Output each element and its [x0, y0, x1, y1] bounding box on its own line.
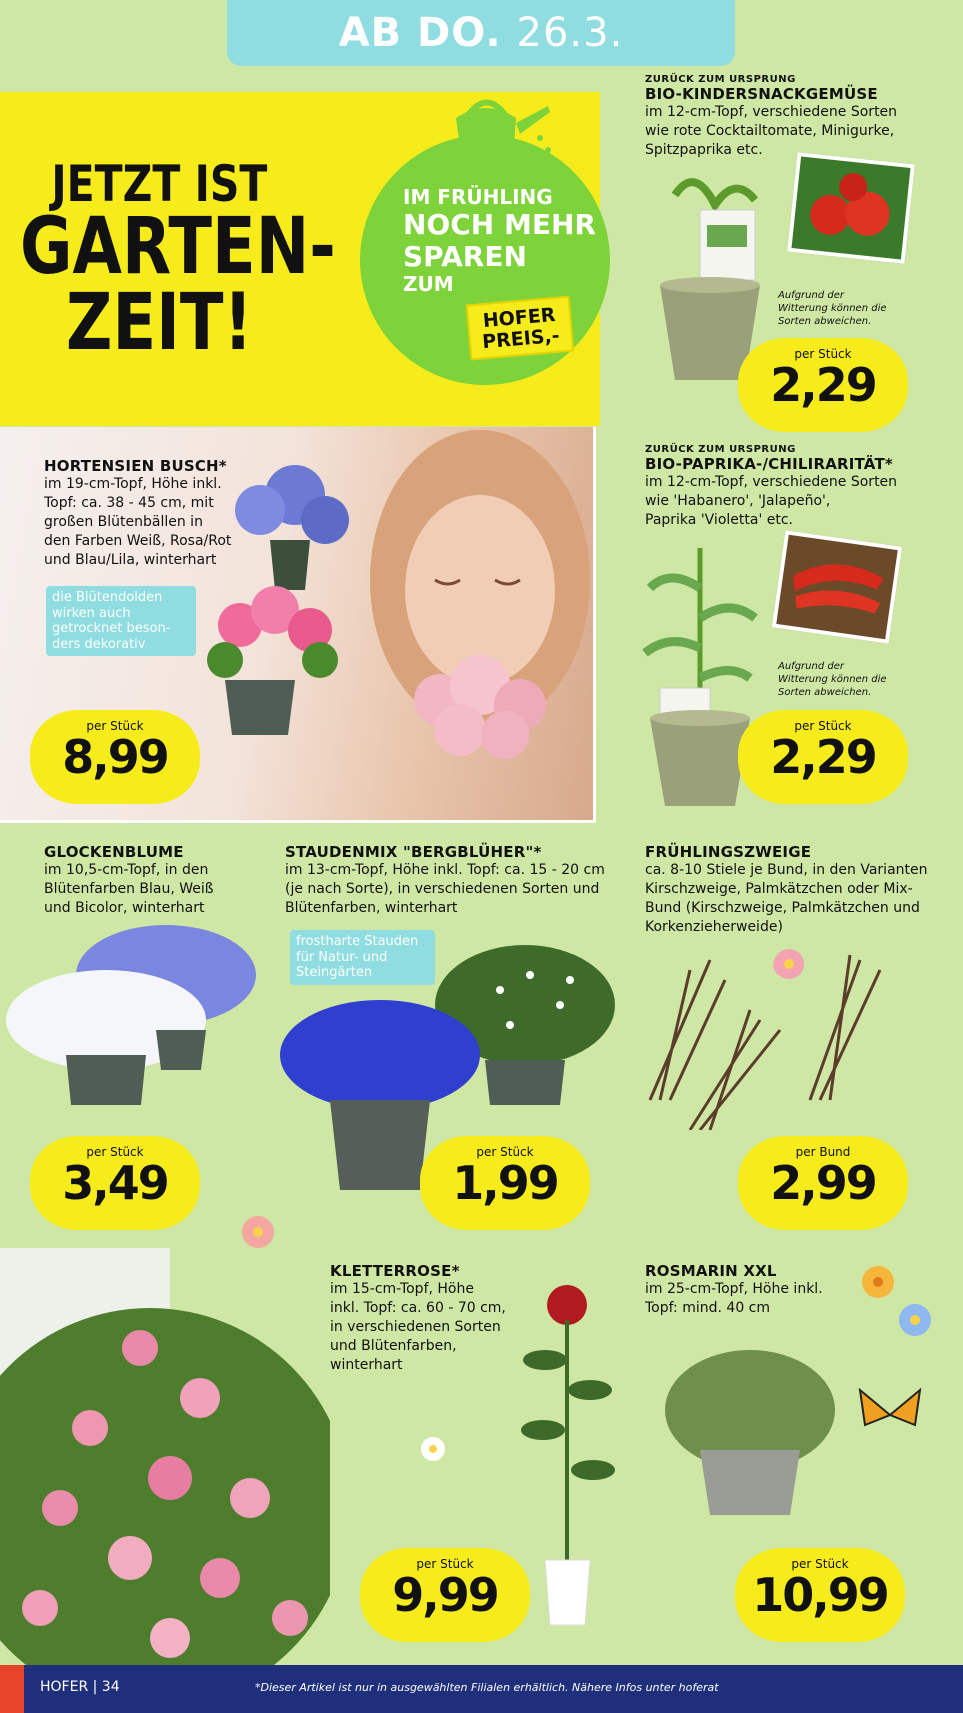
product-desc-1: im 12-cm-Topf, verschiedene Sorten	[645, 104, 898, 120]
hydrangea-plants-image	[180, 450, 390, 740]
bellflower-plants-image	[6, 920, 266, 1120]
product-desc-4: den Farben Weiß, Rosa/Rot	[44, 532, 232, 549]
flower-icon	[858, 1262, 898, 1302]
flower-icon	[895, 1300, 935, 1340]
product-desc-1: im 10,5-cm-Topf, in den	[44, 862, 209, 878]
price-unit: per Stück	[791, 1557, 849, 1571]
product-rosmarin	[645, 1262, 865, 1318]
product-glockenblume	[44, 843, 274, 918]
promo-line3: SPAREN	[403, 240, 527, 274]
flower-icon	[770, 945, 808, 983]
product-kindersnack	[645, 74, 955, 160]
product-name: STAUDENMIX "BERGBLÜHER"*	[285, 843, 542, 861]
product-name: HORTENSIEN BUSCH*	[44, 457, 227, 475]
price-tag	[738, 338, 908, 432]
price-unit: per Stück	[794, 347, 852, 361]
promo-line1: IM FRÜHLING	[403, 185, 553, 209]
price-value: 3,49	[62, 1156, 168, 1210]
flower-icon	[418, 1434, 448, 1464]
price-value: 1,99	[452, 1156, 558, 1210]
product-desc-1: im 15-cm-Topf, Höhe	[330, 1281, 474, 1297]
price-value: 9,99	[392, 1568, 498, 1622]
product-desc-3: in verschiedenen Sorten	[330, 1318, 501, 1335]
price-tag	[30, 710, 200, 804]
note-line3: Sorten abweichen.	[778, 687, 872, 698]
info-line2: wirken auch	[52, 605, 131, 621]
product-desc-1: im 25-cm-Topf, Höhe inkl.	[645, 1281, 823, 1297]
footer-note: *Dieser Artikel ist nur in ausgewählten Filialen erhältlich. Nähere Infos unter hoferat	[255, 1681, 719, 1694]
product-name: ROSMARIN XXL	[645, 1262, 777, 1280]
product-desc-2: (je nach Sorte), in verschiedenen Sorten und	[285, 880, 600, 897]
product-desc-1: im 13-cm-Topf, Höhe inkl. Topf: ca. 15 - 20 cm	[285, 862, 605, 878]
price-unit: per Stück	[86, 719, 144, 733]
page-number: HOFER | 34	[40, 1679, 120, 1695]
info-box	[46, 586, 196, 656]
retro-label: ZURÜCK ZUM URSPRUNG	[645, 444, 796, 455]
price-unit: per Bund	[795, 1145, 851, 1159]
chili-photo	[772, 530, 902, 643]
price-value: 10,99	[752, 1568, 888, 1622]
info-line1: frostharte Stauden	[296, 934, 419, 949]
product-paprika	[645, 444, 955, 530]
butterfly-icon	[855, 1385, 925, 1445]
product-desc-2: inkl. Topf: ca. 60 - 70 cm,	[330, 1299, 506, 1316]
price-tag	[738, 1136, 908, 1230]
product-desc-3: und Bicolor, winterhart	[44, 899, 205, 916]
price-tag	[360, 1548, 530, 1642]
product-desc-3: Spitzpaprika etc.	[645, 141, 763, 158]
product-staudenmix	[285, 843, 605, 918]
price-value: 2,29	[770, 730, 876, 784]
promo-line4: ZUM	[403, 272, 454, 297]
product-desc-2: wie 'Habanero', 'Jalapeño',	[645, 492, 831, 509]
price-tag	[738, 710, 908, 804]
price-tag	[735, 1548, 905, 1642]
info-line1: die Blütendolden	[52, 590, 163, 605]
price-unit: per Stück	[86, 1145, 144, 1159]
price-value: 8,99	[62, 730, 168, 784]
product-desc-1: im 19-cm-Topf, Höhe inkl.	[44, 476, 222, 492]
price-tag	[420, 1136, 590, 1230]
note-line1: Aufgrund der	[778, 290, 844, 301]
note-line1: Aufgrund der	[778, 661, 844, 672]
date-value: 26.3.	[516, 10, 624, 56]
hofer-preis-badge	[466, 296, 574, 361]
note-line2: Witterung können die	[778, 674, 887, 685]
hero-title-line2: GARTEN-	[20, 202, 336, 292]
product-desc-2: Kirschzweige, Palmkätzchen oder Mix-	[645, 880, 913, 897]
hero-title-line1: JETZT IST	[51, 155, 268, 213]
product-name: FRÜHLINGSZWEIGE	[645, 843, 812, 861]
price-unit: per Stück	[794, 719, 852, 733]
badge-line1: HOFER	[481, 303, 557, 333]
product-desc-3: Bund (Kirschzweige, Palmkätzchen und	[645, 899, 920, 916]
product-desc-1: im 12-cm-Topf, verschiedene Sorten	[645, 474, 898, 490]
product-desc-5: winterhart	[330, 1356, 403, 1373]
product-desc-3: großen Blütenbällen in	[44, 513, 203, 530]
promo-text	[403, 186, 596, 296]
product-kletterrose	[330, 1262, 530, 1374]
variety-note	[778, 289, 887, 328]
product-name: GLOCKENBLUME	[44, 843, 184, 861]
product-desc-2: wie rote Cocktailtomate, Minigurke,	[645, 122, 895, 139]
tomato-photo	[787, 152, 915, 264]
price-unit: per Stück	[416, 1557, 474, 1571]
info-line2: für Natur- und	[296, 949, 388, 965]
product-desc-3: Blütenfarben, winterhart	[285, 899, 458, 916]
hero-title	[20, 155, 336, 369]
product-desc-5: und Blau/Lila, winterhart	[44, 551, 217, 568]
product-name: BIO-KINDERSNACKGEMÜSE	[645, 85, 878, 103]
price-value: 2,29	[770, 358, 876, 412]
climbing-roses-photo	[0, 1248, 330, 1668]
product-name: KLETTERROSE*	[330, 1262, 460, 1280]
retro-label: ZURÜCK ZUM URSPRUNG	[645, 74, 796, 85]
footer-accent	[0, 1665, 24, 1713]
date-banner	[227, 0, 735, 66]
product-zweige	[645, 843, 955, 937]
product-desc-1: ca. 8-10 Stiele je Bund, in den Varianten	[645, 862, 928, 878]
info-line3: Steingärten	[296, 965, 373, 981]
note-line3: Sorten abweichen.	[778, 316, 872, 327]
product-name: BIO-PAPRIKA-/CHILIRARITÄT*	[645, 455, 893, 473]
promo-line2: NOCH MEHR	[403, 208, 596, 241]
price-value: 2,99	[770, 1156, 876, 1210]
product-desc-2: Topf: ca. 38 - 45 cm, mit	[44, 494, 214, 511]
variety-note	[778, 660, 887, 699]
note-line2: Witterung können die	[778, 303, 887, 314]
product-desc-3: Paprika 'Violetta' etc.	[645, 511, 793, 528]
watering-can-icon	[436, 88, 556, 178]
product-desc-4: und Blütenfarben,	[330, 1337, 457, 1354]
price-tag	[30, 1136, 200, 1230]
badge-line2: PREIS,-	[481, 324, 561, 354]
product-desc-4: Korkenzieherweide)	[645, 918, 783, 935]
product-desc-2: Blütenfarben Blau, Weiß	[44, 880, 214, 897]
date-label: AB DO.	[338, 10, 502, 56]
rosemary-pot-image	[655, 1340, 845, 1520]
info-line3: getrocknet beson-	[52, 621, 171, 637]
hero-title-line3: ZEIT!	[66, 278, 253, 369]
product-desc-2: Topf: mind. 40 cm	[645, 1299, 771, 1316]
flower-icon	[238, 1212, 278, 1252]
info-line4: ders dekorativ	[52, 636, 146, 652]
price-unit: per Stück	[476, 1145, 534, 1159]
